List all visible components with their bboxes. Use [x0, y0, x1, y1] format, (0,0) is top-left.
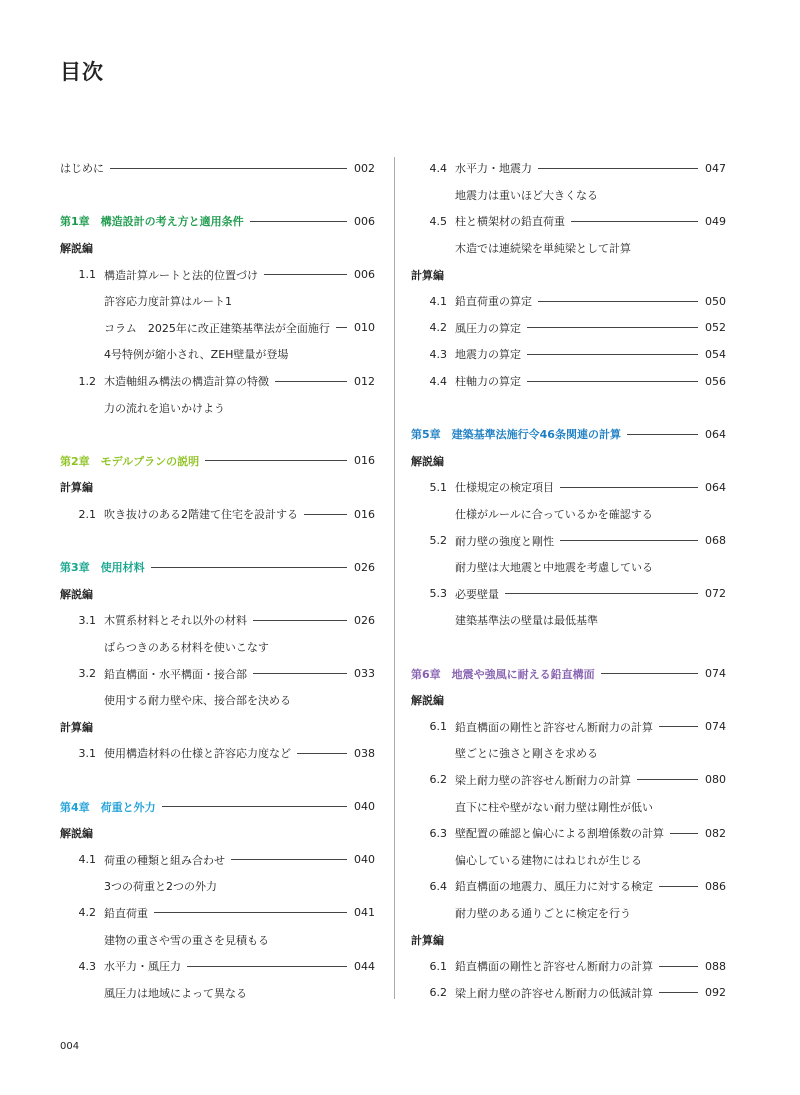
leader-line [253, 620, 347, 621]
entry-title: 荷重の種類と組み合わせ [104, 853, 225, 867]
section-number: 5.2 [429, 534, 447, 548]
page-number-ref: 047 [705, 161, 726, 175]
entry-subtitle: 建築基準法の壁量は最低基準 [455, 614, 598, 628]
section-number: 4.4 [429, 161, 447, 175]
entry-subtitle: 使用する耐力壁や床、接合部を決める [104, 694, 291, 708]
entry-title: 鉛直構面・水平構面・接合部 [104, 667, 247, 681]
page-number-ref: 010 [354, 321, 375, 335]
section-number: 4.3 [429, 347, 447, 361]
toc-entry-row [411, 208, 726, 235]
section-number: 6.1 [429, 720, 447, 734]
page-number-ref: 082 [705, 826, 726, 840]
entry-title: 水平力・地震力 [455, 162, 532, 176]
leader-line [659, 726, 698, 727]
toc-sub-row [411, 793, 726, 820]
entry-title: 鉛直構面の剛性と許容せん断耐力の計算 [455, 960, 653, 974]
leader-line [154, 912, 347, 913]
entry-subtitle: 耐力壁は大地震と中地震を考慮している [455, 561, 653, 575]
section-number: 4.1 [429, 294, 447, 308]
leader-line [659, 886, 698, 887]
leader-line [601, 673, 698, 674]
toc-entry-row [411, 474, 726, 501]
entry-title: 鉛直荷重 [104, 906, 148, 920]
toc-sub-row [411, 501, 726, 528]
section-number: 4.5 [429, 214, 447, 228]
section-number: 4.2 [429, 321, 447, 335]
leader-line [297, 753, 347, 754]
leader-line [527, 381, 698, 382]
page-number-ref: 041 [354, 906, 375, 920]
leader-line [527, 327, 698, 328]
chapter-title: 第2章 モデルプランの説明 [60, 454, 200, 468]
toc-chapter-row [60, 208, 375, 235]
page-number-ref: 002 [354, 161, 375, 175]
toc-chapter-row [411, 660, 726, 687]
page-number-ref: 049 [705, 214, 726, 228]
leader-line [187, 966, 347, 967]
toc-entry-row [60, 900, 375, 927]
page-number-ref: 064 [705, 427, 726, 441]
page-number-ref: 072 [705, 587, 726, 601]
page-number-ref: 016 [354, 507, 375, 521]
page-number-ref: 050 [705, 294, 726, 308]
leader-line [505, 593, 698, 594]
section-number: 4.3 [78, 959, 96, 973]
entry-title: 構造計算ルートと法的位置づけ [104, 268, 258, 282]
entry-title: 鉛直荷重の算定 [455, 295, 532, 309]
toc-sub-row [60, 634, 375, 661]
leader-line [151, 567, 347, 568]
chapter-title: 第6章 地震や強風に耐える鉛直構面 [411, 667, 595, 681]
section-number: 6.2 [429, 773, 447, 787]
page-number: 004 [60, 1041, 80, 1052]
section-heading: 解説編 [60, 827, 93, 841]
page-number-ref: 038 [354, 746, 375, 760]
toc-entry-row [60, 846, 375, 873]
entry-title: 吹き抜けのある2階建て住宅を設計する [104, 508, 298, 522]
section-number: 5.1 [429, 480, 447, 494]
toc-sub-row [60, 394, 375, 421]
page-number-ref: 044 [354, 959, 375, 973]
entry-title: はじめに [60, 162, 104, 176]
section-number: 4.1 [78, 853, 96, 867]
entry-subtitle: 風圧力は地域によって異なる [104, 986, 247, 1000]
leader-line [205, 460, 347, 461]
page-number-ref: 016 [354, 454, 375, 468]
toc-sub-row [60, 288, 375, 315]
toc-entry-row [411, 953, 726, 980]
toc-section-row [411, 687, 726, 714]
page-number-ref: 012 [354, 374, 375, 388]
page-title: 目次 [60, 60, 104, 84]
section-number: 5.3 [429, 587, 447, 601]
section-number: 6.1 [429, 959, 447, 973]
entry-title: 木造軸組み構法の構造計算の特徴 [104, 375, 269, 389]
entry-subtitle: 仕様がルールに合っているかを確認する [455, 508, 653, 522]
section-heading: 計算編 [60, 720, 93, 734]
chapter-title: 第1章 構造設計の考え方と適用条件 [60, 215, 244, 229]
toc-sub-row [411, 607, 726, 634]
page-number-ref: 026 [354, 613, 375, 627]
page-number-ref: 064 [705, 480, 726, 494]
toc-left-column [60, 155, 375, 1006]
toc-chapter-row [60, 793, 375, 820]
toc-entry-row [60, 155, 375, 182]
toc-entry-row [60, 607, 375, 634]
entry-subtitle: ばらつきのある材料を使いこなす [104, 640, 269, 654]
section-heading: 計算編 [60, 481, 93, 495]
entry-title: 地震力の算定 [455, 348, 521, 362]
toc-section-row [60, 820, 375, 847]
page-number-ref: 074 [705, 720, 726, 734]
entry-subtitle: 4号特例が縮小され、ZEH壁量が登場 [104, 348, 289, 362]
leader-line [275, 381, 347, 382]
toc-entry-row [60, 740, 375, 767]
entry-subtitle: 木造では連続梁を単純梁として計算 [455, 242, 631, 256]
toc-sub-row [60, 341, 375, 368]
leader-line [670, 833, 698, 834]
section-number: 3.1 [78, 613, 96, 627]
page-number-ref: 033 [354, 667, 375, 681]
section-heading: 解説編 [411, 694, 444, 708]
toc-sub-row [411, 740, 726, 767]
toc-entry-row [60, 368, 375, 395]
toc-sub-row [411, 235, 726, 262]
toc-chapter-row [411, 421, 726, 448]
section-number: 4.4 [429, 374, 447, 388]
toc-sub-row [411, 182, 726, 209]
page-number-ref: 040 [354, 853, 375, 867]
entry-subtitle: 地震力は重いほど大きくなる [455, 188, 598, 202]
page-number-ref: 006 [354, 214, 375, 228]
entry-subtitle: 直下に柱や壁がない耐力壁は剛性が低い [455, 800, 653, 814]
page-number-ref: 052 [705, 321, 726, 335]
entry-subtitle: 力の流れを追いかけよう [104, 401, 225, 415]
chapter-title: 第3章 使用材料 [60, 561, 145, 575]
section-number: 6.2 [429, 986, 447, 1000]
leader-line [637, 779, 698, 780]
page-number-ref: 080 [705, 773, 726, 787]
chapter-title: 第4章 荷重と外力 [60, 800, 156, 814]
section-heading: 解説編 [60, 242, 93, 256]
entry-title: 壁配置の確認と偏心による割増係数の計算 [455, 827, 664, 841]
entry-title: 柱と横架材の鉛直荷重 [455, 215, 565, 229]
toc-entry-row [411, 155, 726, 182]
toc-right-column [411, 155, 726, 1006]
entry-title: 鉛直構面の剛性と許容せん断耐力の計算 [455, 720, 653, 734]
page-number-ref: 088 [705, 959, 726, 973]
leader-line [231, 859, 347, 860]
entry-subtitle: 耐力壁のある通りごとに検定を行う [455, 906, 631, 920]
entry-title: 仕様規定の検定項目 [455, 481, 554, 495]
entry-title: 水平力・風圧力 [104, 960, 181, 974]
leader-line [571, 221, 698, 222]
page-number-ref: 074 [705, 667, 726, 681]
leader-line [538, 168, 698, 169]
toc-section-row [411, 926, 726, 953]
entry-subtitle: 壁ごとに強さと剛さを求める [455, 747, 598, 761]
leader-line [253, 673, 347, 674]
leader-line [264, 274, 347, 275]
leader-line [336, 327, 347, 328]
section-heading: 解説編 [411, 454, 444, 468]
toc-sub-row [60, 926, 375, 953]
leader-line [110, 168, 347, 169]
toc-sub-row [411, 846, 726, 873]
leader-line [304, 514, 347, 515]
leader-line [627, 434, 698, 435]
entry-subtitle: 許容応力度計算はルート1 [104, 295, 232, 309]
toc-entry-row [411, 873, 726, 900]
toc-sub-row [411, 900, 726, 927]
page-number-ref: 068 [705, 534, 726, 548]
leader-line [538, 301, 698, 302]
toc-entry-row [411, 713, 726, 740]
section-number: 2.1 [78, 507, 96, 521]
toc-entry-row [411, 368, 726, 395]
page-number-ref: 086 [705, 879, 726, 893]
toc-sub-entry-row [60, 315, 375, 342]
toc-entry-row [411, 315, 726, 342]
toc-entry-row [411, 979, 726, 1006]
entry-subtitle: 建物の重さや雪の重さを見積もる [104, 933, 269, 947]
section-number: 4.2 [78, 906, 96, 920]
section-heading: 計算編 [411, 268, 444, 282]
entry-subtitle: 偏心している建物にはねじれが生じる [455, 853, 642, 867]
toc-entry-row [60, 261, 375, 288]
toc-entry-row [411, 288, 726, 315]
toc-section-row [60, 474, 375, 501]
toc-section-row [411, 448, 726, 475]
entry-title: 使用構造材料の仕様と許容応力度など [104, 747, 291, 761]
toc-entry-row [411, 767, 726, 794]
toc-entry-row [60, 660, 375, 687]
entry-subtitle: 3つの荷重と2つの外力 [104, 880, 217, 894]
toc-sub-row [60, 687, 375, 714]
entry-title: 耐力壁の強度と剛性 [455, 534, 554, 548]
entry-title: 木質系材料とそれ以外の材料 [104, 614, 247, 628]
page-number-ref: 054 [705, 347, 726, 361]
toc-chapter-row [60, 554, 375, 581]
toc-entry-row [60, 953, 375, 980]
toc-sub-row [411, 554, 726, 581]
section-heading: 解説編 [60, 587, 93, 601]
chapter-title: 第5章 建築基準法施行令46条関連の計算 [411, 428, 621, 442]
toc-entry-row [411, 341, 726, 368]
entry-title: 必要壁量 [455, 587, 499, 601]
column-divider [394, 157, 395, 999]
section-number: 6.3 [429, 826, 447, 840]
entry-title: 風圧力の算定 [455, 321, 521, 335]
toc-chapter-row [60, 448, 375, 475]
section-number: 3.1 [78, 746, 96, 760]
page-number-ref: 026 [354, 560, 375, 574]
toc-sub-row [60, 979, 375, 1006]
section-number: 1.2 [78, 374, 96, 388]
toc-section-row [60, 235, 375, 262]
toc-sub-row [60, 873, 375, 900]
toc-section-row [60, 713, 375, 740]
page-number-ref: 006 [354, 268, 375, 282]
toc-entry-row [60, 501, 375, 528]
leader-line [560, 540, 698, 541]
section-heading: 計算編 [411, 933, 444, 947]
entry-title: 柱軸力の算定 [455, 375, 521, 389]
section-number: 3.2 [78, 667, 96, 681]
toc-entry-row [411, 581, 726, 608]
leader-line [659, 966, 698, 967]
toc-section-row [411, 261, 726, 288]
entry-title: コラム 2025年に改正建築基準法が全面施行 [104, 321, 330, 335]
leader-line [659, 992, 698, 993]
page-number-ref: 040 [354, 800, 375, 814]
leader-line [162, 806, 347, 807]
entry-title: 鉛直構面の地震力、風圧力に対する検定 [455, 880, 653, 894]
leader-line [527, 354, 698, 355]
toc-section-row [60, 581, 375, 608]
page-number-ref: 056 [705, 374, 726, 388]
leader-line [560, 487, 698, 488]
entry-title: 梁上耐力壁の許容せん断耐力の計算 [455, 773, 631, 787]
entry-title: 梁上耐力壁の許容せん断耐力の低減計算 [455, 986, 653, 1000]
toc-entry-row [411, 820, 726, 847]
leader-line [250, 221, 347, 222]
section-number: 6.4 [429, 879, 447, 893]
page-number-ref: 092 [705, 986, 726, 1000]
toc-entry-row [411, 527, 726, 554]
section-number: 1.1 [78, 268, 96, 282]
